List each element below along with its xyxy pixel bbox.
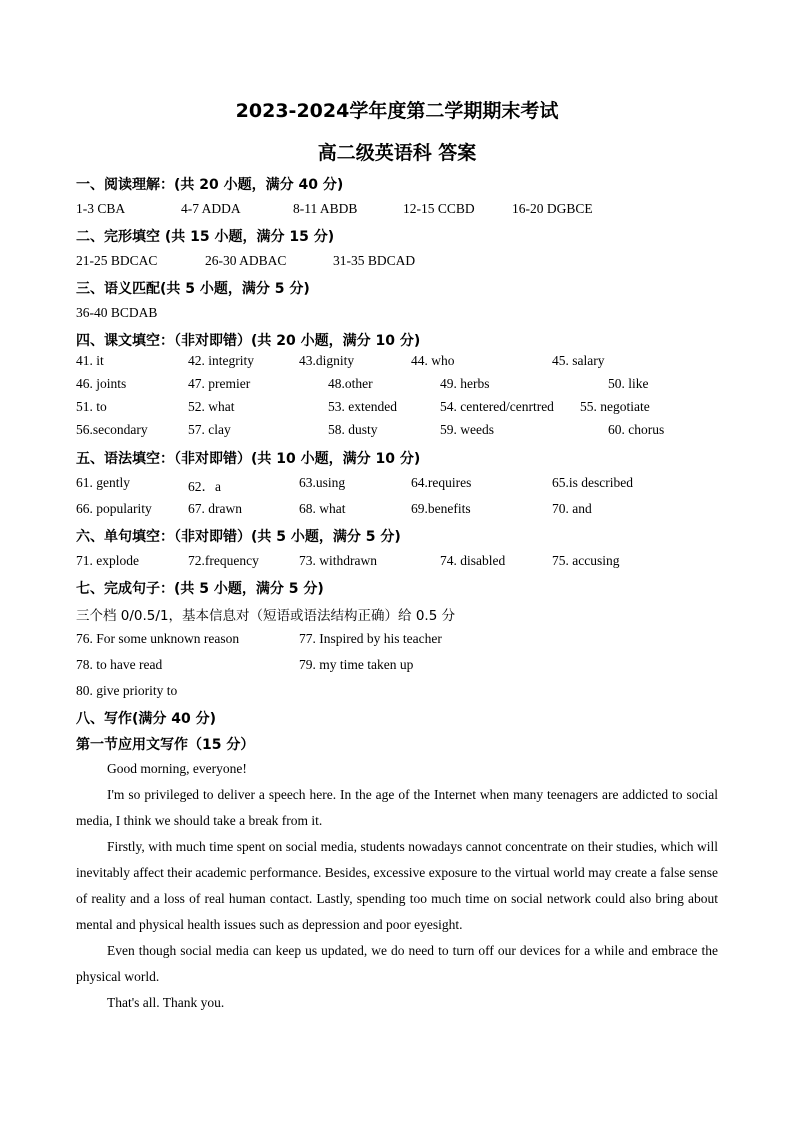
answer-row: [76, 399, 718, 419]
answer-cell: 8-11 ABDB: [293, 201, 358, 216]
answer-cell: 26-30 ADBAC: [205, 253, 287, 268]
answer-row: [76, 683, 718, 703]
scoring-note: 三个档 0/0.5/1，基本信息对（短语或语法结构正确）给 0.5 分: [76, 608, 456, 624]
answer-cell: 74. disabled: [440, 553, 506, 568]
answer-cell: 63.using: [299, 475, 346, 490]
answer-cell: 69.benefits: [411, 501, 471, 516]
answer-cell: 44. who: [411, 353, 455, 368]
answer-cell: 77. Inspired by his teacher: [299, 631, 442, 646]
answer-row: [76, 353, 718, 373]
answer-row: [76, 253, 718, 273]
answer-row: [76, 657, 718, 677]
answer-row: [76, 305, 718, 325]
answer-cell: 58. dusty: [328, 422, 378, 437]
essay: [76, 756, 718, 1016]
answer-cell: 16-20 DGBCE: [512, 201, 593, 216]
subsection-heading: 第一节应用文写作（15 分）: [76, 737, 255, 753]
answer-cell: 4-7 ADDA: [181, 201, 241, 216]
answer-cell: 36-40 BCDAB: [76, 305, 158, 320]
section-heading-sentence-fill: 六、单句填空：（非对即错）(共 5 小题，满分 5 分): [76, 529, 401, 545]
answer-cell: 61. gently: [76, 475, 130, 490]
answer-cell: 42. integrity: [188, 353, 254, 368]
answer-cell: 62．a: [188, 479, 221, 494]
answer-cell: 65.is described: [552, 475, 633, 490]
answer-cell: 31-35 BDCAD: [333, 253, 416, 268]
answer-cell: 1-3 CBA: [76, 201, 126, 216]
answer-row: [76, 422, 718, 442]
section-heading-matching: 三、语义匹配(共 5 小题，满分 5 分): [76, 281, 310, 297]
answer-cell: 49. herbs: [440, 376, 490, 391]
essay-paragraph: Firstly, with much time spent on social media, students nowadays cannot concentrate on their studies, which will inevitably affect their academic performance. Besides, excessive exposure to the virtual world may create a false sense of reality and a loss of real human contact. Lastly, spending too much time on social network could also bring about mental and physical health issues such as depression and poor eyesight.: [76, 839, 718, 932]
answer-row: [76, 376, 718, 396]
answer-row: [76, 475, 718, 495]
answer-cell: 57. clay: [188, 422, 231, 437]
answer-cell: 66. popularity: [76, 501, 152, 516]
answer-cell: 52. what: [188, 399, 235, 414]
answer-cell: 54. centered/cenrtred: [440, 399, 554, 414]
section-heading-text-fill: 四、课文填空：（非对即错）(共 20 小题，满分 10 分): [76, 333, 421, 349]
section-heading-cloze: 二、完形填空 (共 15 小题，满分 15 分): [76, 229, 335, 245]
essay-paragraph: I'm so privileged to deliver a speech here. In the age of the Internet when many teenagers are addicted to social media, I think we should take a break from it.: [76, 787, 718, 828]
answer-row: [76, 501, 718, 521]
answer-row: [76, 201, 718, 221]
answer-cell: 68. what: [299, 501, 346, 516]
answer-cell: 78. to have read: [76, 657, 163, 672]
answer-cell: 80. give priority to: [76, 683, 178, 698]
answer-cell: 79. my time taken up: [299, 657, 414, 672]
answer-cell: 60. chorus: [608, 422, 665, 437]
essay-paragraph: Good morning, everyone!: [107, 761, 247, 776]
answer-cell: 47. premier: [188, 376, 251, 391]
answer-cell: 45. salary: [552, 353, 605, 368]
answer-cell: 21-25 BDCAC: [76, 253, 158, 268]
answer-cell: 43.dignity: [299, 353, 355, 368]
answer-cell: 73. withdrawn: [299, 553, 377, 568]
section-heading-grammar: 五、语法填空：（非对即错）(共 10 小题，满分 10 分): [76, 451, 421, 467]
answer-cell: 50. like: [608, 376, 649, 391]
answer-cell: 59. weeds: [440, 422, 494, 437]
answer-cell: 75. accusing: [552, 553, 620, 568]
section-heading-writing: 八、写作(满分 40 分): [76, 711, 217, 727]
answer-cell: 46. joints: [76, 376, 127, 391]
answer-cell: 41. it: [76, 353, 104, 368]
answer-cell: 67. drawn: [188, 501, 242, 516]
section-heading-complete-sentences: 七、完成句子：(共 5 小题，满分 5 分): [76, 581, 324, 597]
answer-cell: 71. explode: [76, 553, 139, 568]
section-heading-reading: 一、阅读理解：(共 20 小题，满分 40 分): [76, 177, 344, 193]
answer-cell: 76. For some unknown reason: [76, 631, 240, 646]
answer-cell: 56.secondary: [76, 422, 148, 437]
answer-cell: 12-15 CCBD: [403, 201, 475, 216]
answer-cell: 70. and: [552, 501, 592, 516]
page-title: 2023-2024学年度第二学期期末考试: [235, 100, 559, 122]
answer-cell: 64.requires: [411, 475, 472, 490]
essay-paragraph: That's all. Thank you.: [107, 995, 225, 1010]
answer-cell: 53. extended: [328, 399, 397, 414]
answer-cell: 48.other: [328, 376, 373, 391]
answer-cell: 72.frequency: [188, 553, 259, 568]
essay-paragraph: Even though social media can keep us updated, we do need to turn off our devices for a while and embrace the physical world.: [76, 943, 718, 984]
answer-row: [76, 631, 718, 651]
answer-cell: 55. negotiate: [580, 399, 650, 414]
answer-row: [76, 553, 718, 573]
page-subtitle: 高二级英语科 答案: [317, 142, 477, 164]
answer-cell: 51. to: [76, 399, 107, 414]
